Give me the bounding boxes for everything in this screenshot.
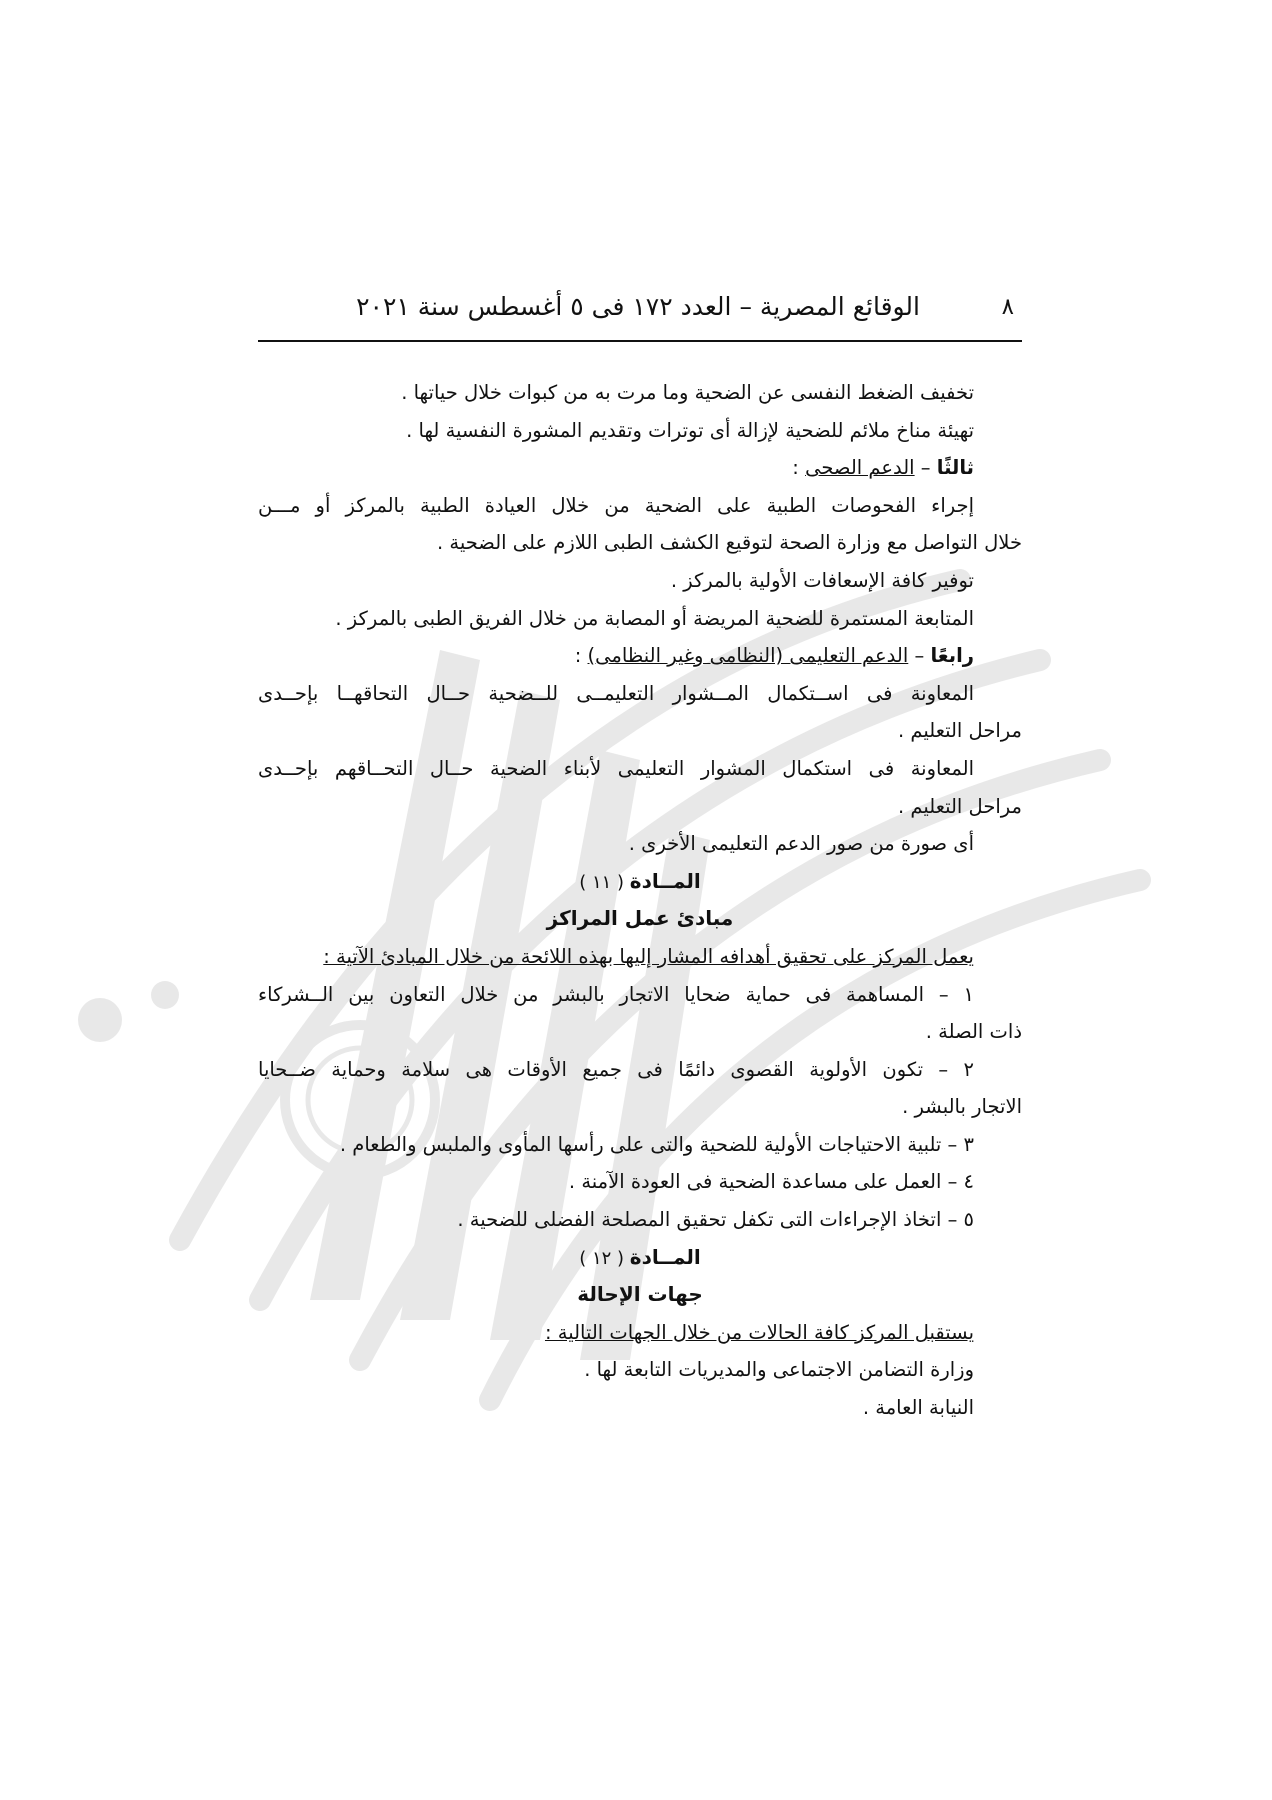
list-item: ١ – المساهمة فى حماية ضحايا الاتجار بالبشر من خلال التعاون بين الــشركاء xyxy=(258,982,974,1006)
article-11-heading xyxy=(258,863,1022,901)
list-item: وزارة التضامن الاجتماعى والمديريات التابعة لها . xyxy=(584,1358,974,1382)
document-body xyxy=(258,374,1022,1427)
section-number: رابعًا xyxy=(930,644,974,668)
paragraph-line: توفير كافة الإسعافات الأولية بالمركز . xyxy=(670,568,974,592)
article-label: المــادة xyxy=(629,868,701,893)
section-dash: – xyxy=(914,456,937,480)
list-item-continuation: الاتجار بالبشر . xyxy=(902,1095,1022,1119)
section-colon: : xyxy=(792,456,806,480)
article-intro-text: يستقبل المركز كافة الحالات من خلال الجهات التالية : xyxy=(544,1320,974,1344)
paragraph-line: المعاونة فى استكمال المشوار التعليمى لأبناء الضحية حــال التحــاقهم بإحــدى xyxy=(258,756,974,780)
section-dash: – xyxy=(908,644,931,668)
article-11-intro xyxy=(258,938,1022,976)
page-header xyxy=(258,290,1022,342)
article-label: المــادة xyxy=(629,1244,701,1269)
article-11-title: مبادئ عمل المراكز xyxy=(546,906,734,931)
paragraph-line: خلال التواصل مع وزارة الصحة لتوقيع الكشف الطبى اللازم على الضحية . xyxy=(436,531,1022,555)
list-item: ٢ – تكون الأولوية القصوى دائمًا فى جميع الأوقات هى سلامة وحماية ضــحايا xyxy=(258,1057,974,1081)
list-item-continuation: ذات الصلة . xyxy=(925,1020,1022,1044)
paragraph-line: تهيئة مناخ ملائم للضحية لإزالة أى توترات وتقديم المشورة النفسية لها . xyxy=(406,418,974,442)
article-number: ( ١١ ) xyxy=(579,871,630,893)
paragraph-line: المتابعة المستمرة للضحية المريضة أو المصابة من خلال الفريق الطبى بالمركز . xyxy=(335,606,974,630)
paragraph-line: أى صورة من صور الدعم التعليمى الأخرى . xyxy=(628,832,974,856)
paragraph-line: تخفيف الضغط النفسى عن الضحية وما مرت به من كبوات خلال حياتها . xyxy=(401,381,974,404)
section-title: الدعم التعليمى (النظامى وغير النظامى) xyxy=(587,644,909,668)
page-number: ٨ xyxy=(1001,294,1014,320)
list-item: ٤ – العمل على مساعدة الضحية فى العودة الآمنة . xyxy=(568,1170,974,1194)
section-number: ثالثًا xyxy=(936,456,974,480)
section-heading-education xyxy=(258,637,1022,675)
article-12-title: جهات الإحالة xyxy=(577,1282,703,1307)
list-item: النيابة العامة . xyxy=(862,1396,974,1420)
paragraph-line: مراحل التعليم . xyxy=(897,719,1022,743)
article-number: ( ١٢ ) xyxy=(579,1247,630,1269)
section-title: الدعم الصحى xyxy=(805,456,915,480)
paragraph-line: إجراء الفحوصات الطبية على الضحية من خلال العيادة الطبية بالمركز أو مـــن xyxy=(258,493,974,517)
list-item: ٣ – تلبية الاحتياجات الأولية للضحية والتى على رأسها المأوى والملبس والطعام . xyxy=(339,1132,974,1156)
article-12-heading xyxy=(258,1239,1022,1277)
paragraph-line: مراحل التعليم . xyxy=(897,794,1022,818)
section-colon: : xyxy=(574,644,588,668)
article-intro-text: يعمل المركز على تحقيق أهدافه المشار إليها بهذه اللائحة من خلال المبادئ الآتية : xyxy=(323,944,974,968)
journal-title: الوقائع المصرية – العدد ١٧٢ فى ٥ أغسطس سنة ٢٠٢١ xyxy=(356,292,920,321)
list-item: ٥ – اتخاذ الإجراءات التى تكفل تحقيق المصلحة الفضلى للضحية . xyxy=(457,1208,974,1232)
paragraph-line: المعاونة فى اســتكمال المــشوار التعليمــى للــضحية حــال التحاقهــا بإحــدى xyxy=(258,681,974,705)
section-heading-health xyxy=(258,449,1022,487)
article-12-intro xyxy=(258,1314,1022,1352)
